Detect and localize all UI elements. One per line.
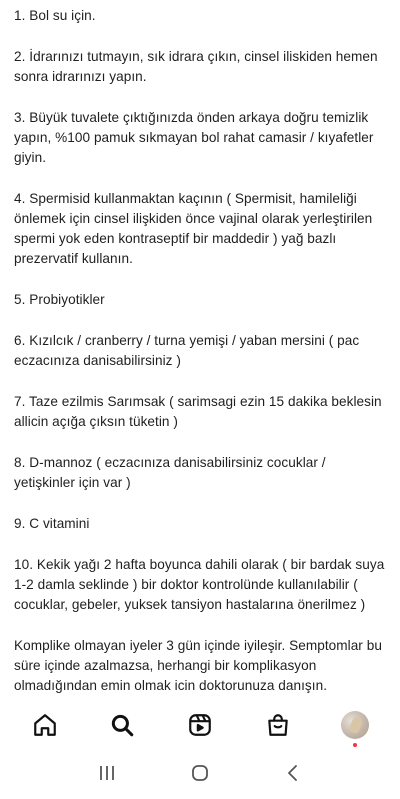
caption-paragraph-2: 2. İdrarınızı tutmayın, sık idrara çıkın, cinsel iliskiden hemen sonra idrarınızı yapın.	[14, 49, 378, 84]
caption-paragraph-5: 5. Probiyotikler	[14, 292, 105, 307]
home-icon	[32, 712, 58, 738]
caption-paragraph-1: 1. Bol su için.	[14, 8, 96, 23]
recent-apps-button[interactable]	[87, 753, 127, 793]
shop-icon	[265, 712, 291, 738]
home-button-icon	[190, 763, 210, 783]
system-back-button[interactable]	[273, 753, 313, 793]
caption-paragraph-3: 3. Büyük tuvalete çıktığınızda önden arkaya doğru temizlik yapın, %100 pamuk sıkmayan bol rahat camasir / kıyafetler giyin.	[14, 110, 374, 165]
nav-search-button[interactable]	[100, 703, 144, 747]
reels-icon	[187, 712, 213, 738]
nav-profile-button[interactable]	[333, 703, 377, 747]
nav-reels-button[interactable]	[178, 703, 222, 747]
system-home-button[interactable]	[180, 753, 220, 793]
search-icon	[109, 712, 135, 738]
caption-paragraph-4: 4. Spermisid kullanmaktan kaçının ( Spermisit, hamileliği önlemek için cinsel ilişkiden önce vajinal olarak yerleştirilen spermi yok eden kontraseptif bir maddedir ) yağ bazlı prezervatif kullanın.	[14, 191, 373, 266]
caption-paragraph-8: 8. D-mannoz ( eczacınıza danisabilirsiniz cocuklar / yetişkinler için var )	[14, 455, 326, 490]
profile-avatar	[341, 711, 369, 739]
caption-paragraph-10: 10. Kekik yağı 2 hafta boyunca dahili olarak ( bir bardak suya 1-2 damla seklinde ) bir doktor kontrolünde kullanılabilir ( cocuklar, gebeler, yuksek tansiyon hastalarına önerilmez )	[14, 557, 385, 612]
caption-paragraph-11: Komplike olmayan iyeler 3 gün içinde iyileşir. Semptomlar bu süre içinde azalmazsa, herhangi bir komplikasyon olmadığından emin olmak icin doktorunuza danışın.	[14, 638, 382, 693]
caption-paragraph-6: 6. Kızılcık / cranberry / turna yemişi / yaban mersini ( pac eczacınıza danisabilirsiniz )	[14, 333, 360, 368]
recent-apps-icon	[97, 764, 117, 782]
system-navigation-bar	[0, 747, 400, 799]
nav-home-button[interactable]	[23, 703, 67, 747]
back-icon	[286, 763, 300, 783]
caption-paragraph-9: 9. C vitamini	[14, 516, 90, 531]
post-caption	[14, 0, 390, 703]
bottom-navigation-bar	[0, 703, 400, 747]
nav-shop-button[interactable]	[256, 703, 300, 747]
caption-paragraph-7: 7. Taze ezilmis Sarımsak ( sarimsagi ezin 15 dakika beklesin allicin açığa çıksın tüketin )	[14, 394, 382, 429]
